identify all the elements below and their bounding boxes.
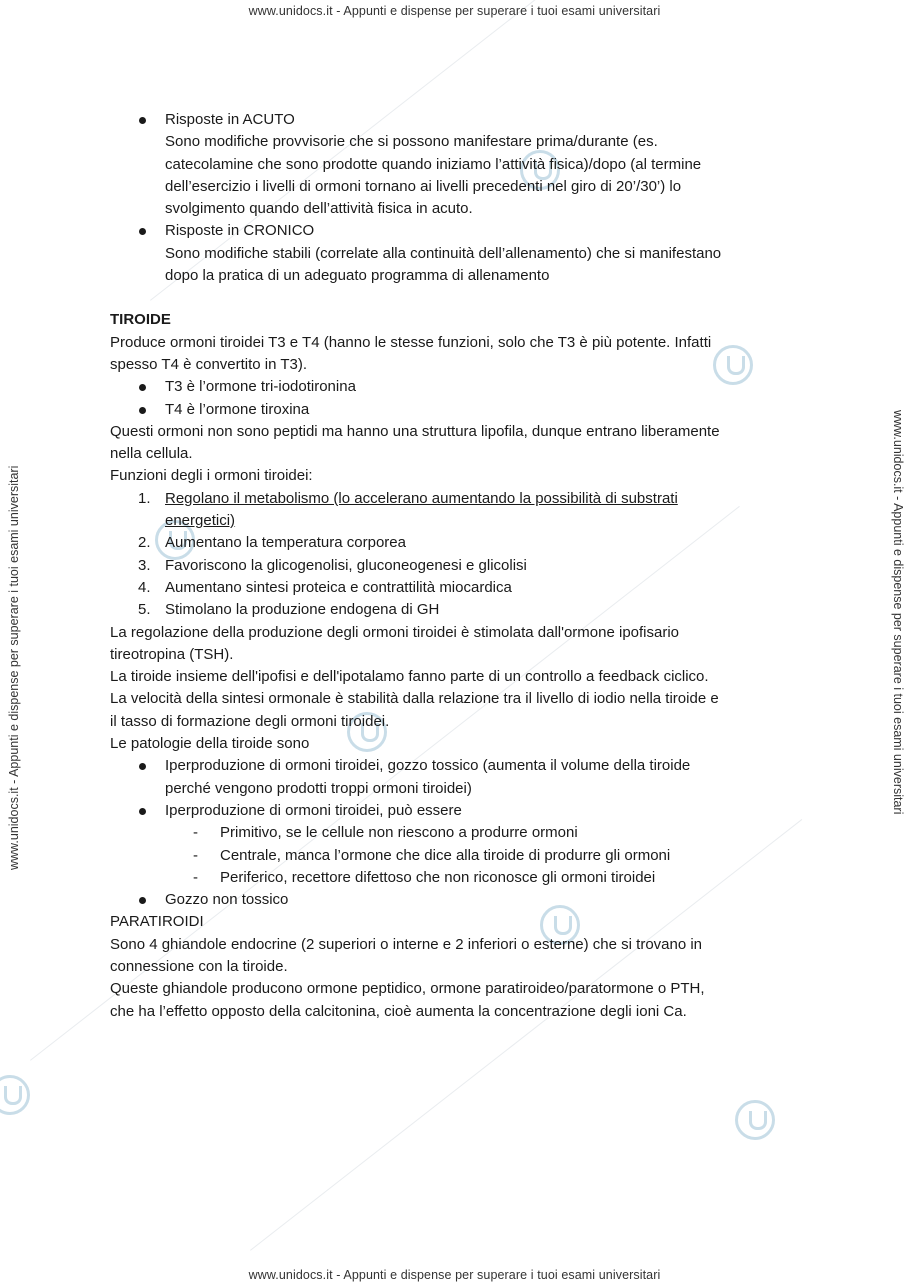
section-heading-tiroide: TIROIDE: [110, 311, 171, 329]
item-number: 2.: [138, 534, 151, 552]
numbered-text: Regolano il metabolismo (lo accelerano aumentando la possibilità di substrati: [165, 489, 678, 507]
text-line: La tiroide insieme dell'ipofisi e dell'ipotalamo fanno parte di un controllo a feedback ciclico.: [110, 668, 709, 686]
dash-icon: -: [193, 846, 198, 864]
dash-text: Primitivo, se le cellule non riescono a produrre ormoni: [220, 824, 578, 842]
bullet-item: [110, 220, 800, 287]
text-line: La regolazione della produzione degli ormoni tiroidei è stimolata dall'ormone ipofisario: [110, 623, 680, 641]
dash-item: [110, 845, 800, 867]
text-line: svolgimento quando dell’attività fisica in acuto.: [165, 200, 473, 218]
bullet-item: [110, 755, 800, 800]
text-line: che ha l’effetto opposto della calcitonina, cioè aumenta la concentrazione degli ioni Ca.: [110, 1002, 687, 1020]
text-line: dell’esercizio i livelli di ormoni tornano ai livelli precedenti nel giro di 20’/30’) lo: [165, 177, 682, 195]
text-line: Queste ghiandole producono ormone peptidico, ormone paratiroideo/paratormone o PTH,: [110, 980, 705, 998]
text-line: nella cellula.: [110, 445, 193, 463]
bullet-title: Risposte in ACUTO: [165, 111, 295, 128]
text-line: Sono modifiche stabili (correlate alla continuità dell’allenamento) che si manifestano: [165, 244, 722, 262]
text-line: catecolamine che sono prodotte quando iniziamo l’attività fisica)/dopo (al termine: [165, 155, 702, 173]
item-number: 4.: [138, 578, 151, 596]
numbered-text: Aumentano la temperatura corporea: [165, 534, 406, 552]
side-watermark-right: www.unidocs.it - Appunti e dispense per superare i tuoi esami universitari: [891, 410, 905, 815]
header-watermark: www.unidocs.it - Appunti e dispense per superare i tuoi esami universitari: [248, 4, 661, 18]
numbered-item: [110, 555, 800, 577]
bullet-text: Iperproduzione di ormoni tiroidei, può essere: [165, 801, 462, 819]
text-line: Le patologie della tiroide sono: [110, 735, 310, 753]
bullet-item: [110, 109, 800, 220]
bullet-icon: [139, 897, 146, 904]
dash-item: [110, 822, 800, 844]
item-number: 3.: [138, 556, 151, 574]
numbered-item: [110, 577, 800, 599]
bullet-icon: [139, 763, 146, 770]
text-line: tireotropina (TSH).: [110, 645, 234, 663]
item-number: 5.: [138, 601, 151, 619]
numbered-item: [110, 488, 800, 533]
footer-watermark: www.unidocs.it - Appunti e dispense per superare i tuoi esami universitari: [248, 1268, 661, 1282]
bullet-text: T3 è l’ormone tri-iodotironina: [165, 378, 356, 396]
text-line: Funzioni degli i ormoni tiroidei:: [110, 467, 313, 485]
bullet-item: [110, 376, 800, 398]
text-line: Questi ormoni non sono peptidi ma hanno una struttura lipofila, dunque entrano liberamente: [110, 422, 720, 440]
numbered-item: [110, 532, 800, 554]
dash-text: Centrale, manca l’ormone che dice alla tiroide di produrre gli ormoni: [220, 846, 671, 864]
text-line: dopo la pratica di un adeguato programma di allenamento: [165, 267, 550, 285]
bullet-item: [110, 800, 800, 822]
side-watermark-left: www.unidocs.it - Appunti e dispense per superare i tuoi esami universitari: [7, 465, 21, 870]
text-line: Sono modifiche provvisorie che si possono manifestare prima/durante (es.: [165, 133, 658, 151]
dash-text: Periferico, recettore difettoso che non riconosce gli ormoni tiroidei: [220, 868, 656, 886]
numbered-text: Stimolano la produzione endogena di GH: [165, 601, 440, 619]
text-line: spesso T4 è convertito in T3).: [110, 355, 308, 373]
bullet-item: [110, 889, 800, 911]
bullet-text: T4 è l’ormone tiroxina: [165, 400, 310, 418]
bullet-text: Gozzo non tossico: [165, 891, 289, 909]
text-line: La velocità della sintesi ormonale è stabilità dalla relazione tra il livello di iodio nella tiroide e: [110, 690, 719, 708]
numbered-text: Aumentano sintesi proteica e contrattilità miocardica: [165, 578, 512, 596]
bullet-icon: [139, 407, 146, 414]
dash-icon: -: [193, 868, 198, 886]
numbered-text: Favoriscono la glicogenolisi, gluconeogenesi e glicolisi: [165, 556, 527, 574]
item-number: 1.: [138, 489, 151, 507]
dash-icon: -: [193, 824, 198, 842]
dash-item: [110, 867, 800, 889]
bullet-icon: [139, 808, 146, 815]
numbered-item: [110, 599, 800, 621]
document-body: [110, 109, 800, 1023]
bullet-icon: [139, 228, 146, 235]
text-line: il tasso di formazione degli ormoni tiroidei.: [110, 712, 390, 730]
bullet-title: Risposte in CRONICO: [165, 222, 315, 240]
numbered-text: energetici): [165, 512, 236, 530]
bullet-item: [110, 399, 800, 421]
unidocs-logo-icon: [0, 1075, 30, 1115]
text-line: Produce ormoni tiroidei T3 e T4 (hanno le stesse funzioni, solo che T3 è più potente. Infatti: [110, 333, 712, 351]
bullet-icon: [139, 384, 146, 391]
text-line: Sono 4 ghiandole endocrine (2 superiori o interne e 2 inferiori o esterne) che si trovano in: [110, 935, 703, 953]
bullet-icon: [139, 117, 146, 124]
unidocs-logo-icon: [735, 1100, 775, 1140]
section-heading-paratiroidi: PARATIROIDI: [110, 913, 204, 931]
bullet-text: Iperproduzione di ormoni tiroidei, gozzo tossico (aumenta il volume della tiroide: [165, 757, 691, 775]
text-line: connessione con la tiroide.: [110, 957, 288, 975]
bullet-text: perché vengono prodotti troppi ormoni tiroidei): [165, 779, 472, 797]
